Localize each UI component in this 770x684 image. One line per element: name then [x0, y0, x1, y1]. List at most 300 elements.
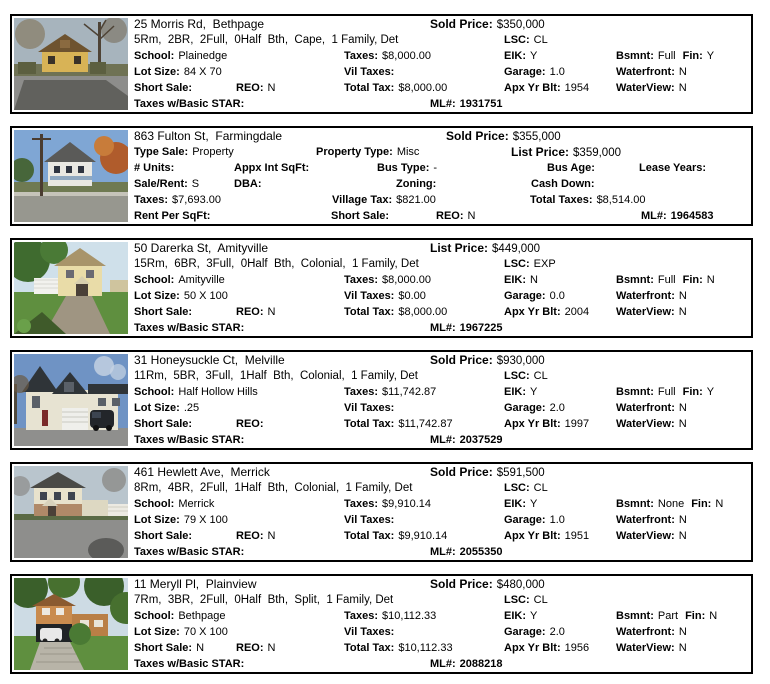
listing-card	[10, 14, 753, 114]
short-sale-label: Short Sale:	[134, 82, 193, 94]
taxes-field	[344, 50, 431, 63]
lot-size-value: 79 X 100	[183, 514, 228, 526]
ml-field	[430, 98, 503, 111]
lsc-value: CL	[533, 594, 548, 606]
vil-taxes-label: Vil Taxes:	[344, 66, 395, 78]
lot-size-label: Lot Size:	[134, 66, 180, 78]
lsc-field	[504, 258, 556, 271]
total-tax-label: Total Tax:	[344, 530, 395, 542]
sold-price-value: $355,000	[512, 131, 561, 143]
lsc-field	[504, 34, 548, 47]
price-field	[430, 466, 545, 480]
lot-size-field	[134, 626, 228, 639]
apx-yr-blt-value: 1954	[564, 82, 590, 94]
short-sale-label: Short Sale:	[134, 306, 193, 318]
star-label: Taxes w/Basic STAR:	[134, 98, 245, 110]
bus-type-value: -	[433, 162, 438, 174]
listing-address: 25 Morris Rd, Bethpage	[134, 17, 265, 31]
vil-taxes-label: Vil Taxes:	[344, 626, 395, 638]
listing-specs: 15Rm, 6BR, 3Full, 0Half Bth, Colonial, 1 Family, Det	[134, 258, 419, 270]
ml-label: ML#:	[430, 322, 456, 334]
zoning-label: Zoning:	[396, 178, 437, 190]
fin-value: N	[715, 498, 724, 510]
total-tax-label: Total Tax:	[344, 82, 395, 94]
reo-label: REO:	[236, 82, 264, 94]
star-label: Taxes w/Basic STAR:	[134, 658, 245, 670]
taxes-value: $10,112.33	[382, 610, 437, 622]
listing-specs: 5Rm, 2BR, 2Full, 0Half Bth, Cape, 1 Family, Det	[134, 34, 399, 46]
eik-field	[504, 610, 537, 623]
garage-value: 1.0	[549, 514, 565, 526]
apx-yr-blt-value: 1951	[564, 530, 590, 542]
property-type-field	[316, 146, 419, 159]
bsmnt-label: Bsmnt:	[616, 50, 654, 62]
property-type-value: Misc	[396, 146, 420, 158]
school-label: School:	[134, 610, 175, 622]
garage-field	[504, 66, 565, 79]
lot-size-value: 50 X 100	[183, 290, 228, 302]
bsmnt-value: Full	[657, 386, 676, 398]
reo-field	[236, 306, 275, 319]
garage-label: Garage:	[504, 626, 546, 638]
lsc-label: LSC:	[504, 370, 530, 382]
school-value: Bethpage	[178, 610, 226, 622]
listing-details	[130, 464, 751, 560]
taxes-value: $7,693.00	[172, 194, 221, 206]
reo-field	[236, 642, 275, 655]
ml-field	[430, 322, 503, 335]
apx-yr-blt-field	[504, 306, 589, 319]
listing-details	[130, 16, 751, 112]
fin-label: Fin:	[691, 498, 712, 510]
garage-field	[504, 626, 565, 639]
waterfront-label: Waterfront:	[616, 626, 675, 638]
bus-type-label: Bus Type:	[377, 162, 430, 174]
lsc-value: CL	[533, 482, 548, 494]
listing-specs: 8Rm, 4BR, 2Full, 1Half Bth, Colonial, 1 Family, Det	[134, 482, 413, 494]
lot-size-field	[134, 66, 222, 79]
taxes-field	[134, 194, 221, 207]
vil-taxes-field	[344, 402, 398, 415]
total-taxes-field	[530, 194, 646, 207]
apx-yr-blt-label: Apx Yr Blt:	[504, 82, 561, 94]
bsmnt-label: Bsmnt:	[616, 610, 654, 622]
waterview-label: WaterView:	[616, 418, 675, 430]
vil-taxes-field	[344, 626, 398, 639]
ml-label: ML#:	[641, 210, 667, 222]
listing-address: 11 Meryll Pl, Plainview	[134, 577, 257, 591]
lsc-label: LSC:	[504, 34, 530, 46]
ml-value: 2088218	[459, 658, 503, 670]
school-field	[134, 386, 258, 399]
eik-value: Y	[530, 386, 538, 398]
bsmnt-label: Bsmnt:	[616, 386, 654, 398]
waterview-label: WaterView:	[616, 82, 675, 94]
waterview-value: N	[678, 306, 687, 318]
price-label: Sold Price:	[430, 577, 493, 591]
total-tax-field	[344, 82, 447, 95]
taxes-field	[344, 386, 436, 399]
ml-label: ML#:	[430, 98, 456, 110]
bsmnt-field	[616, 498, 723, 511]
eik-value: N	[530, 274, 538, 286]
eik-label: EIK:	[504, 50, 526, 62]
apx-yr-blt-value: 1997	[564, 418, 590, 430]
school-label: School:	[134, 50, 175, 62]
total-tax-value: $9,910.14	[398, 530, 448, 542]
lot-size-field	[134, 514, 228, 527]
cash-down-field	[531, 178, 599, 191]
waterview-field	[616, 642, 687, 655]
ml-field	[430, 658, 503, 671]
bsmnt-value: Full	[657, 50, 676, 62]
eik-label: EIK:	[504, 610, 526, 622]
garage-label: Garage:	[504, 402, 546, 414]
fin-label: Fin:	[685, 610, 706, 622]
ml-value: 1964583	[670, 210, 714, 222]
star-label: Taxes w/Basic STAR:	[134, 322, 245, 334]
price-value: $591,500	[496, 467, 545, 479]
school-label: School:	[134, 386, 175, 398]
listing-card	[10, 350, 753, 450]
fin-label: Fin:	[682, 386, 703, 398]
lsc-label: LSC:	[504, 482, 530, 494]
price-field	[446, 130, 561, 144]
star-field	[134, 98, 248, 111]
total-taxes-value: $8,514.00	[596, 194, 646, 206]
reo-field	[236, 82, 275, 95]
star-field	[134, 434, 248, 447]
listing-card	[10, 238, 753, 338]
waterview-value: N	[678, 530, 687, 542]
taxes-label: Taxes:	[344, 50, 379, 62]
short-sale-field	[134, 530, 196, 543]
eik-value: Y	[530, 498, 538, 510]
units-field	[134, 162, 178, 175]
listing-details	[130, 576, 751, 672]
total-tax-field	[344, 642, 453, 655]
taxes-label: Taxes:	[344, 274, 379, 286]
short-sale-field	[134, 306, 196, 319]
zoning-field	[396, 178, 440, 191]
waterview-label: WaterView:	[616, 642, 675, 654]
garage-field	[504, 514, 565, 527]
listing-details	[130, 352, 751, 448]
short-sale-field	[134, 418, 196, 431]
ml-label: ML#:	[430, 434, 456, 446]
star-label: Taxes w/Basic STAR:	[134, 434, 245, 446]
apx-yr-blt-field	[504, 642, 589, 655]
lot-size-field	[134, 290, 228, 303]
eik-field	[504, 498, 537, 511]
lsc-value: EXP	[533, 258, 556, 270]
school-value: Plainedge	[178, 50, 228, 62]
total-tax-field	[344, 418, 453, 431]
apx-yr-blt-label: Apx Yr Blt:	[504, 530, 561, 542]
list-price-label: List Price:	[511, 145, 570, 159]
ml-field	[641, 210, 714, 223]
bus-type-field	[377, 162, 437, 175]
bsmnt-field	[616, 50, 714, 63]
reo-value: N	[267, 530, 276, 542]
school-field	[134, 498, 214, 511]
waterfront-field	[616, 402, 687, 415]
bsmnt-label: Bsmnt:	[616, 498, 654, 510]
lsc-field	[504, 370, 548, 383]
total-tax-label: Total Tax:	[344, 306, 395, 318]
lot-size-field	[134, 402, 199, 415]
lsc-value: CL	[533, 370, 548, 382]
short-sale-label: Short Sale:	[331, 210, 390, 222]
waterview-value: N	[678, 418, 687, 430]
bsmnt-value: Part	[657, 610, 679, 622]
lsc-label: LSC:	[504, 258, 530, 270]
dba-label: DBA:	[234, 178, 262, 190]
property-photo	[14, 130, 128, 222]
apx-yr-blt-value: 1956	[564, 642, 590, 654]
property-type-label: Property Type:	[316, 146, 393, 158]
star-field	[134, 546, 248, 559]
cash-down-label: Cash Down:	[531, 178, 595, 190]
eik-label: EIK:	[504, 274, 526, 286]
lot-size-value: .25	[183, 402, 200, 414]
short-sale-field	[134, 82, 196, 95]
garage-label: Garage:	[504, 514, 546, 526]
waterview-field	[616, 530, 687, 543]
listing-details	[130, 128, 751, 224]
lease-years-field	[639, 162, 710, 175]
school-field	[134, 50, 227, 63]
fin-label: Fin:	[682, 50, 703, 62]
sale-rent-label: Sale/Rent:	[134, 178, 188, 190]
price-label: Sold Price:	[430, 17, 493, 31]
ml-value: 1967225	[459, 322, 503, 334]
taxes-field	[344, 498, 431, 511]
reo-value: N	[467, 210, 476, 222]
short-sale-value: N	[196, 642, 205, 654]
lsc-value: CL	[533, 34, 548, 46]
reo-label: REO:	[236, 306, 264, 318]
eik-label: EIK:	[504, 386, 526, 398]
eik-field	[504, 386, 537, 399]
waterfront-field	[616, 514, 687, 527]
fin-value: N	[709, 610, 718, 622]
price-label: Sold Price:	[430, 353, 493, 367]
apx-yr-blt-label: Apx Yr Blt:	[504, 642, 561, 654]
bsmnt-value: None	[657, 498, 685, 510]
price-field	[430, 18, 545, 32]
apx-yr-blt-value: 2004	[564, 306, 590, 318]
rent-per-sqft-field	[134, 210, 214, 223]
listing-card	[10, 126, 753, 226]
lsc-field	[504, 482, 548, 495]
waterfront-label: Waterfront:	[616, 66, 675, 78]
waterfront-label: Waterfront:	[616, 290, 675, 302]
property-photo	[14, 242, 128, 334]
price-field	[430, 578, 545, 592]
star-field	[134, 322, 248, 335]
lot-size-label: Lot Size:	[134, 290, 180, 302]
reo-label: REO:	[236, 642, 264, 654]
eik-label: EIK:	[504, 498, 526, 510]
reo-value: N	[267, 642, 276, 654]
ml-field	[430, 434, 503, 447]
waterview-field	[616, 82, 687, 95]
total-taxes-label: Total Taxes:	[530, 194, 593, 206]
ml-value: 1931751	[459, 98, 503, 110]
bsmnt-value: Full	[657, 274, 676, 286]
apx-yr-blt-label: Apx Yr Blt:	[504, 418, 561, 430]
vil-taxes-value: $0.00	[398, 290, 426, 302]
apx-yr-blt-label: Apx Yr Blt:	[504, 306, 561, 318]
taxes-label: Taxes:	[344, 610, 379, 622]
waterview-field	[616, 418, 687, 431]
property-photo	[14, 18, 128, 110]
reo-value: N	[267, 306, 276, 318]
short-sale-label: Short Sale:	[134, 418, 193, 430]
garage-field	[504, 402, 565, 415]
garage-value: 2.0	[549, 626, 565, 638]
list-price-value: $359,000	[573, 147, 621, 159]
taxes-value: $11,742.87	[382, 386, 437, 398]
ml-value: 2037529	[459, 434, 503, 446]
school-value: Merrick	[178, 498, 215, 510]
bsmnt-field	[616, 386, 714, 399]
bsmnt-field	[616, 610, 717, 623]
price-label: List Price:	[430, 241, 489, 255]
listing-specs: 11Rm, 5BR, 3Full, 1Half Bth, Colonial, 1 Family, Det	[134, 370, 418, 382]
eik-value: Y	[530, 50, 538, 62]
waterview-field	[616, 306, 687, 319]
star-label: Taxes w/Basic STAR:	[134, 546, 245, 558]
school-field	[134, 274, 225, 287]
total-tax-label: Total Tax:	[344, 642, 395, 654]
taxes-field	[344, 274, 431, 287]
lsc-field	[504, 594, 548, 607]
apx-yr-blt-field	[504, 82, 589, 95]
short-sale-label: Short Sale:	[134, 642, 193, 654]
listing-card	[10, 462, 753, 562]
waterview-value: N	[678, 642, 687, 654]
short-sale-label: Short Sale:	[134, 530, 193, 542]
listing-address: 863 Fulton St, Farmingdale	[134, 129, 283, 143]
lot-size-label: Lot Size:	[134, 626, 180, 638]
price-value: $930,000	[496, 355, 545, 367]
total-tax-value: $11,742.87	[398, 418, 453, 430]
apx-yr-blt-field	[504, 418, 589, 431]
garage-label: Garage:	[504, 66, 546, 78]
lot-size-label: Lot Size:	[134, 514, 180, 526]
listing-specs: 7Rm, 3BR, 2Full, 0Half Bth, Split, 1 Family, Det	[134, 594, 394, 606]
lease-years-label: Lease Years:	[639, 162, 707, 174]
school-label: School:	[134, 498, 175, 510]
garage-field	[504, 290, 565, 303]
waterfront-value: N	[678, 626, 687, 638]
reo-label: REO:	[236, 418, 264, 430]
total-tax-field	[344, 306, 447, 319]
type-sale-label: Type Sale:	[134, 146, 189, 158]
school-value: Amityville	[178, 274, 225, 286]
bsmnt-field	[616, 274, 715, 287]
price-label: Sold Price:	[430, 465, 493, 479]
school-value: Half Hollow Hills	[178, 386, 258, 398]
listing-address: 50 Darerka St, Amityville	[134, 241, 269, 255]
star-field	[134, 658, 248, 671]
reo-label: REO:	[436, 210, 464, 222]
waterfront-value: N	[678, 66, 687, 78]
eik-field	[504, 274, 538, 287]
village-tax-value: $821.00	[396, 194, 436, 206]
taxes-value: $8,000.00	[382, 274, 431, 286]
price-field	[430, 242, 540, 256]
vil-taxes-label: Vil Taxes:	[344, 290, 395, 302]
property-photo	[14, 466, 128, 558]
total-tax-value: $8,000.00	[398, 306, 448, 318]
vil-taxes-field	[344, 290, 426, 303]
sale-rent-field	[134, 178, 199, 191]
waterview-label: WaterView:	[616, 306, 675, 318]
village-tax-field	[332, 194, 436, 207]
taxes-label: Taxes:	[134, 194, 169, 206]
reo-field	[236, 530, 275, 543]
waterfront-field	[616, 66, 687, 79]
ml-label: ML#:	[430, 658, 456, 670]
village-tax-label: Village Tax:	[332, 194, 393, 206]
lsc-label: LSC:	[504, 594, 530, 606]
fin-value: Y	[706, 50, 715, 62]
total-tax-value: $8,000.00	[398, 82, 448, 94]
total-tax-label: Total Tax:	[344, 418, 395, 430]
listing-card	[10, 574, 753, 674]
vil-taxes-field	[344, 66, 398, 79]
garage-label: Garage:	[504, 290, 546, 302]
taxes-label: Taxes:	[344, 498, 379, 510]
waterfront-value: N	[678, 290, 687, 302]
lot-size-value: 84 X 70	[183, 66, 222, 78]
waterfront-field	[616, 290, 687, 303]
waterfront-value: N	[678, 402, 687, 414]
taxes-value: $8,000.00	[382, 50, 431, 62]
price-value: $449,000	[492, 243, 540, 255]
waterfront-value: N	[678, 514, 687, 526]
ml-value: 2055350	[459, 546, 503, 558]
price-field	[430, 354, 545, 368]
waterfront-label: Waterfront:	[616, 402, 675, 414]
eik-field	[504, 50, 537, 63]
total-tax-field	[344, 530, 447, 543]
taxes-field	[344, 610, 436, 623]
reo-field	[236, 418, 268, 431]
lot-size-value: 70 X 100	[183, 626, 228, 638]
listing-address: 31 Honeysuckle Ct, Melville	[134, 353, 285, 367]
lot-size-label: Lot Size:	[134, 402, 180, 414]
type-sale-value: Property	[192, 146, 234, 158]
waterfront-label: Waterfront:	[616, 514, 675, 526]
waterview-label: WaterView:	[616, 530, 675, 542]
fin-value: Y	[706, 386, 715, 398]
ml-field	[430, 546, 503, 559]
vil-taxes-label: Vil Taxes:	[344, 514, 395, 526]
ml-label: ML#:	[430, 546, 456, 558]
appx-int-sqft-field	[234, 162, 313, 175]
list-price-field	[511, 146, 621, 160]
reo-field	[436, 210, 475, 223]
short-sale-field	[331, 210, 393, 223]
eik-value: Y	[530, 610, 538, 622]
waterview-value: N	[678, 82, 687, 94]
vil-taxes-field	[344, 514, 398, 527]
fin-value: N	[706, 274, 715, 286]
